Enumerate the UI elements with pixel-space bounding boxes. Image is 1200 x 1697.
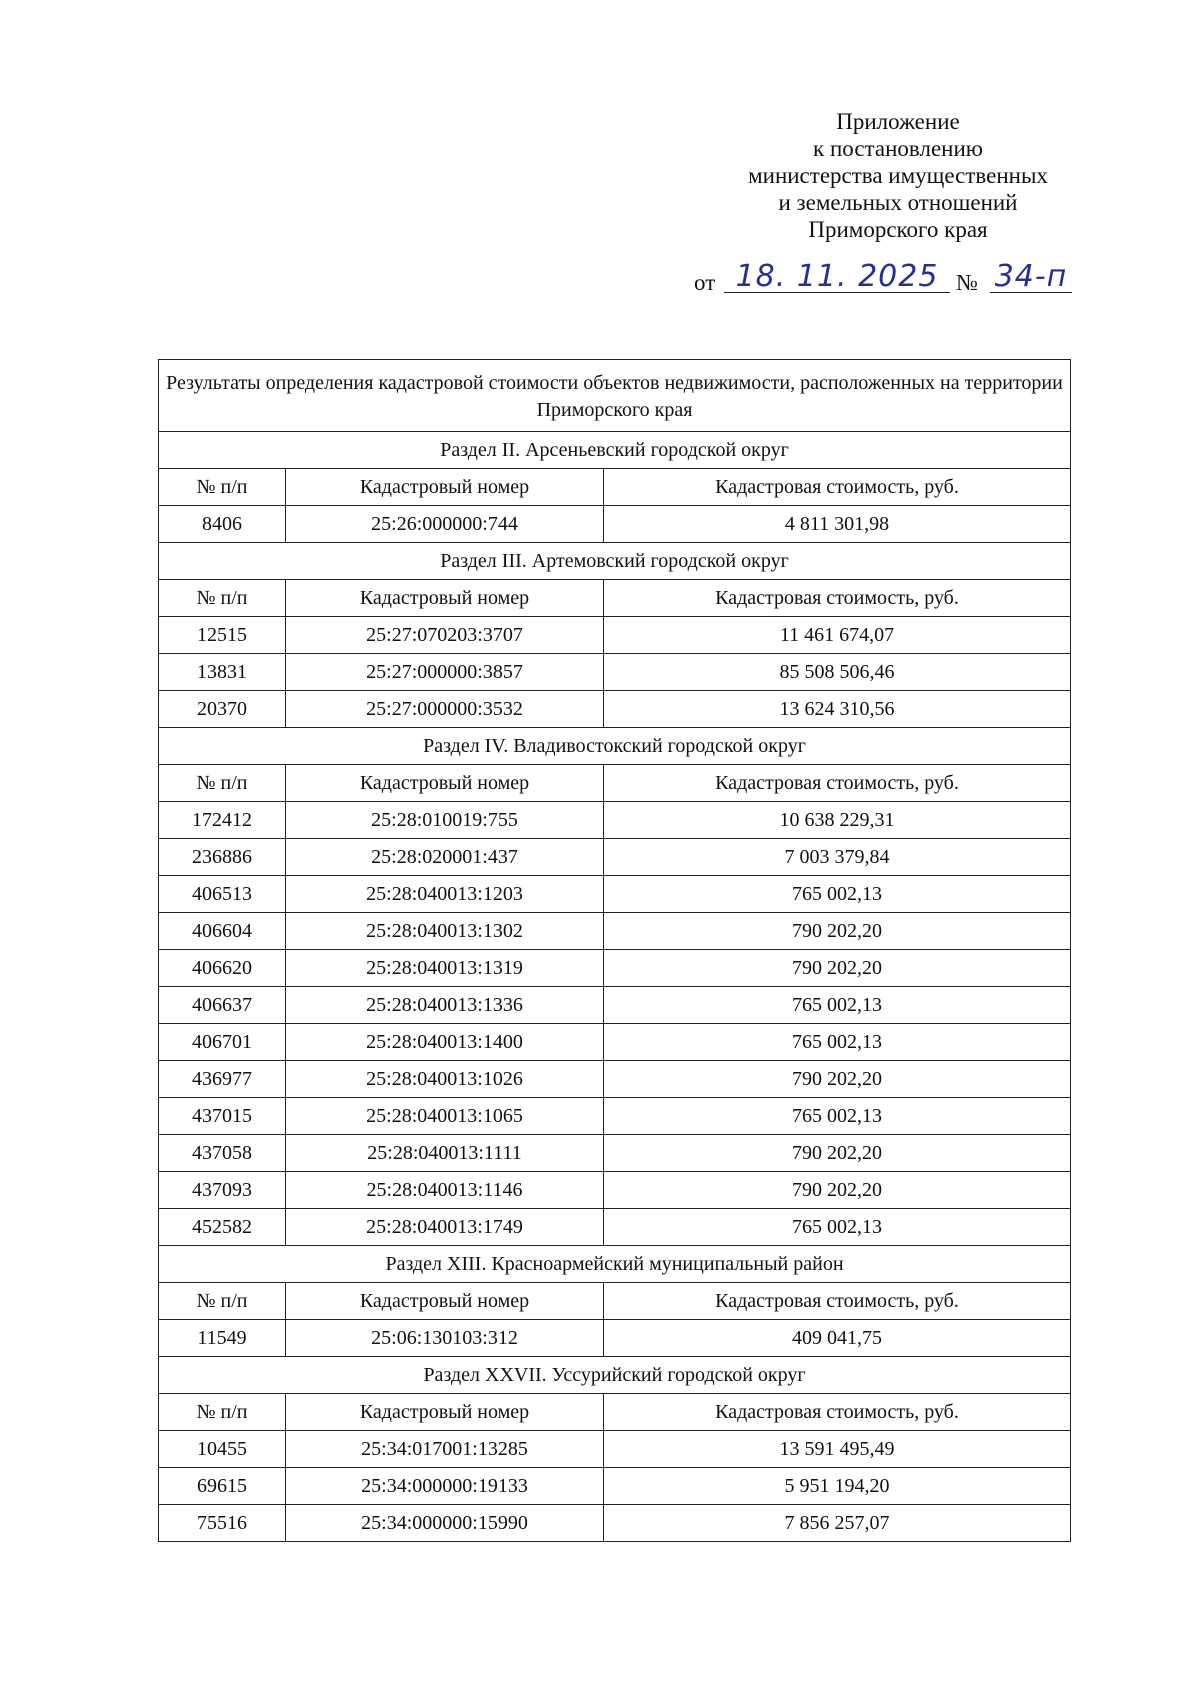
column-header-number: № п/п xyxy=(159,765,286,802)
cadastral-value-cell: 13 591 495,49 xyxy=(604,1431,1071,1468)
table-title-row xyxy=(159,360,1071,432)
column-header-cadastral-value: Кадастровая стоимость, руб. xyxy=(604,1394,1071,1431)
cadastral-value-cell: 765 002,13 xyxy=(604,876,1071,913)
row-number-cell: 75516 xyxy=(159,1505,286,1542)
section-heading-row xyxy=(159,1246,1071,1283)
cadastral-value-cell: 13 624 310,56 xyxy=(604,691,1071,728)
column-header-cadastral-number: Кадастровый номер xyxy=(286,469,604,506)
table-row xyxy=(159,913,1071,950)
cadastral-number-cell: 25:27:000000:3532 xyxy=(286,691,604,728)
cadastral-value-cell: 85 508 506,46 xyxy=(604,654,1071,691)
table-row xyxy=(159,987,1071,1024)
cadastral-number-cell: 25:28:010019:755 xyxy=(286,802,604,839)
appendix-line: Приложение xyxy=(836,109,960,134)
row-number-cell: 172412 xyxy=(159,802,286,839)
column-header-cadastral-number: Кадастровый номер xyxy=(286,580,604,617)
table-row xyxy=(159,1468,1071,1505)
cadastral-number-cell: 25:26:000000:744 xyxy=(286,506,604,543)
section-heading: Раздел XIII. Красноармейский муниципальный район xyxy=(159,1246,1071,1283)
decree-date-handwritten: 18. 11. 2025 xyxy=(724,262,950,293)
column-header-number: № п/п xyxy=(159,1394,286,1431)
table-row xyxy=(159,1172,1071,1209)
section-heading-row xyxy=(159,1357,1071,1394)
column-header-cadastral-value: Кадастровая стоимость, руб. xyxy=(604,580,1071,617)
cadastral-value-cell: 409 041,75 xyxy=(604,1320,1071,1357)
column-header-cadastral-value: Кадастровая стоимость, руб. xyxy=(604,1283,1071,1320)
appendix-header xyxy=(698,108,1098,243)
cadastral-value-cell: 790 202,20 xyxy=(604,950,1071,987)
table-row xyxy=(159,1209,1071,1246)
table-row xyxy=(159,1135,1071,1172)
cadastral-value-cell: 790 202,20 xyxy=(604,1135,1071,1172)
cadastral-value-cell: 765 002,13 xyxy=(604,1098,1071,1135)
section-heading: Раздел XXVII. Уссурийский городской округ xyxy=(159,1357,1071,1394)
appendix-line: министерства имущественных xyxy=(748,163,1048,188)
cadastral-value-cell: 7 003 379,84 xyxy=(604,839,1071,876)
row-number-cell: 406604 xyxy=(159,913,286,950)
column-header-cadastral-number: Кадастровый номер xyxy=(286,1283,604,1320)
cadastral-number-cell: 25:28:040013:1336 xyxy=(286,987,604,1024)
cadastral-number-cell: 25:34:000000:19133 xyxy=(286,1468,604,1505)
cadastral-value-cell: 10 638 229,31 xyxy=(604,802,1071,839)
row-number-cell: 13831 xyxy=(159,654,286,691)
section-heading: Раздел III. Артемовский городской округ xyxy=(159,543,1071,580)
section-heading-row xyxy=(159,728,1071,765)
cadastral-number-cell: 25:28:040013:1749 xyxy=(286,1209,604,1246)
cadastral-value-cell: 5 951 194,20 xyxy=(604,1468,1071,1505)
column-header-cadastral-number: Кадастровый номер xyxy=(286,1394,604,1431)
cadastral-number-cell: 25:28:040013:1146 xyxy=(286,1172,604,1209)
row-number-cell: 20370 xyxy=(159,691,286,728)
row-number-cell: 69615 xyxy=(159,1468,286,1505)
row-number-cell: 8406 xyxy=(159,506,286,543)
cadastral-number-cell: 25:28:040013:1111 xyxy=(286,1135,604,1172)
row-number-cell: 236886 xyxy=(159,839,286,876)
table-row xyxy=(159,691,1071,728)
table-row xyxy=(159,654,1071,691)
column-header-row xyxy=(159,1283,1071,1320)
cadastral-number-cell: 25:06:130103:312 xyxy=(286,1320,604,1357)
cadastral-value-cell: 7 856 257,07 xyxy=(604,1505,1071,1542)
table-row xyxy=(159,802,1071,839)
date-prefix: от xyxy=(694,270,716,295)
cadastral-number-cell: 25:28:040013:1319 xyxy=(286,950,604,987)
table-row xyxy=(159,617,1071,654)
table-row xyxy=(159,1024,1071,1061)
table-row xyxy=(159,1505,1071,1542)
row-number-cell: 437015 xyxy=(159,1098,286,1135)
cadastral-number-cell: 25:28:020001:437 xyxy=(286,839,604,876)
table-row xyxy=(159,1098,1071,1135)
decree-date-number xyxy=(694,259,1114,300)
table-row xyxy=(159,876,1071,913)
table-row xyxy=(159,1061,1071,1098)
table-row xyxy=(159,1431,1071,1468)
cadastral-number-cell: 25:28:040013:1302 xyxy=(286,913,604,950)
column-header-number: № п/п xyxy=(159,469,286,506)
row-number-cell: 406637 xyxy=(159,987,286,1024)
cadastral-number-cell: 25:27:070203:3707 xyxy=(286,617,604,654)
cadastral-value-cell: 765 002,13 xyxy=(604,1209,1071,1246)
column-header-number: № п/п xyxy=(159,1283,286,1320)
column-header-row xyxy=(159,580,1071,617)
cadastral-value-table xyxy=(158,359,1071,1542)
table-row xyxy=(159,839,1071,876)
cadastral-value-cell: 790 202,20 xyxy=(604,1172,1071,1209)
number-prefix: № xyxy=(956,270,978,295)
table-row xyxy=(159,1320,1071,1357)
cadastral-number-cell: 25:28:040013:1203 xyxy=(286,876,604,913)
column-header-cadastral-value: Кадастровая стоимость, руб. xyxy=(604,469,1071,506)
cadastral-value-cell: 11 461 674,07 xyxy=(604,617,1071,654)
cadastral-number-cell: 25:28:040013:1400 xyxy=(286,1024,604,1061)
section-heading: Раздел IV. Владивостокский городской округ xyxy=(159,728,1071,765)
column-header-row xyxy=(159,1394,1071,1431)
appendix-line: к постановлению xyxy=(813,136,983,161)
table-row xyxy=(159,950,1071,987)
cadastral-value-cell: 765 002,13 xyxy=(604,1024,1071,1061)
section-heading-row xyxy=(159,432,1071,469)
cadastral-number-cell: 25:28:040013:1026 xyxy=(286,1061,604,1098)
row-number-cell: 11549 xyxy=(159,1320,286,1357)
row-number-cell: 437058 xyxy=(159,1135,286,1172)
table-title: Результаты определения кадастровой стоимости объектов недвижимости, расположенных на территории Приморского края xyxy=(159,360,1071,432)
cadastral-number-cell: 25:34:017001:13285 xyxy=(286,1431,604,1468)
cadastral-number-cell: 25:27:000000:3857 xyxy=(286,654,604,691)
row-number-cell: 436977 xyxy=(159,1061,286,1098)
cadastral-value-cell: 790 202,20 xyxy=(604,913,1071,950)
table-row xyxy=(159,506,1071,543)
row-number-cell: 10455 xyxy=(159,1431,286,1468)
appendix-line: и земельных отношений xyxy=(778,190,1018,215)
row-number-cell: 437093 xyxy=(159,1172,286,1209)
cadastral-value-cell: 790 202,20 xyxy=(604,1061,1071,1098)
section-heading: Раздел II. Арсеньевский городской округ xyxy=(159,432,1071,469)
row-number-cell: 12515 xyxy=(159,617,286,654)
row-number-cell: 406513 xyxy=(159,876,286,913)
cadastral-value-cell: 4 811 301,98 xyxy=(604,506,1071,543)
column-header-cadastral-value: Кадастровая стоимость, руб. xyxy=(604,765,1071,802)
section-heading-row xyxy=(159,543,1071,580)
decree-number-handwritten: 34-п xyxy=(990,262,1072,293)
appendix-line: Приморского края xyxy=(808,217,988,242)
cadastral-value-cell: 765 002,13 xyxy=(604,987,1071,1024)
row-number-cell: 406701 xyxy=(159,1024,286,1061)
column-header-cadastral-number: Кадастровый номер xyxy=(286,765,604,802)
row-number-cell: 452582 xyxy=(159,1209,286,1246)
column-header-number: № п/п xyxy=(159,580,286,617)
cadastral-number-cell: 25:28:040013:1065 xyxy=(286,1098,604,1135)
column-header-row xyxy=(159,765,1071,802)
column-header-row xyxy=(159,469,1071,506)
row-number-cell: 406620 xyxy=(159,950,286,987)
cadastral-number-cell: 25:34:000000:15990 xyxy=(286,1505,604,1542)
